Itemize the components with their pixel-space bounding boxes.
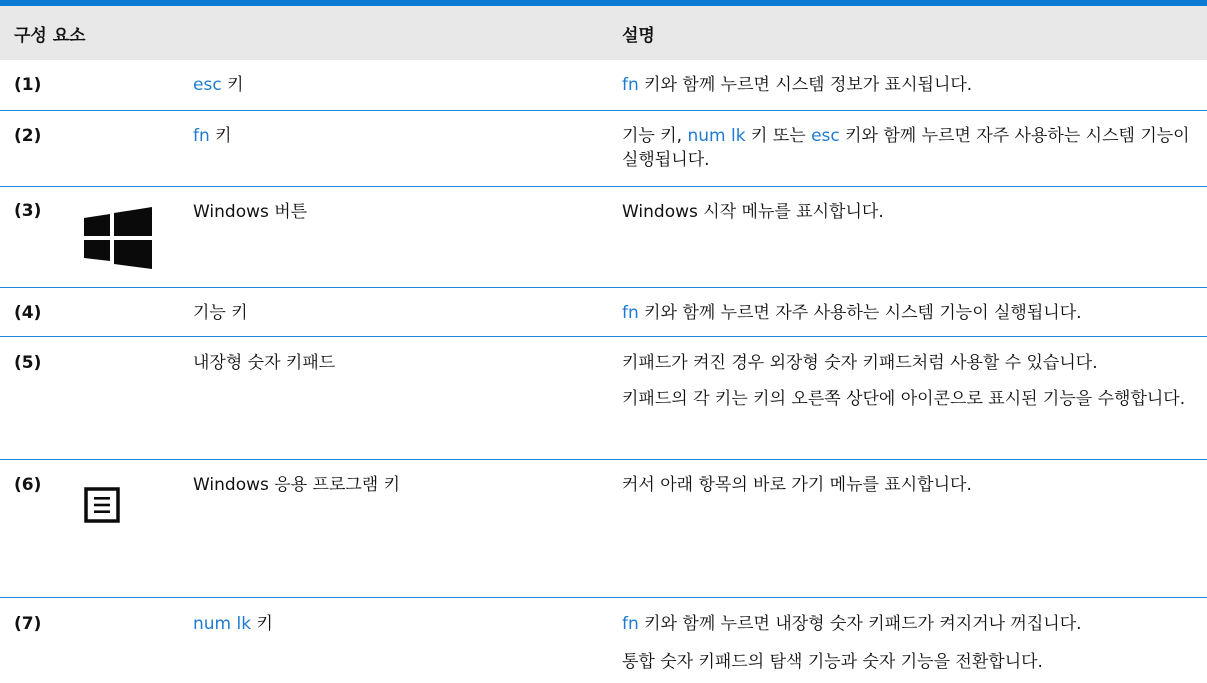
table-row: [0, 460, 1207, 556]
key-name: fn: [622, 303, 639, 323]
description-text: 키 또는: [745, 126, 812, 146]
row-number: (2): [14, 126, 42, 146]
table-row: [0, 187, 1207, 281]
component-description: [622, 612, 1192, 674]
table-header: [0, 6, 1207, 60]
key-name: fn: [622, 75, 639, 95]
description-text: 키와 함께 누르면 자주 사용하는 시스템 기능이 실행됩니다.: [638, 303, 1082, 323]
header-component: 구성 요소: [14, 26, 86, 46]
key-suffix: 키: [221, 75, 244, 95]
component-description: [622, 351, 1192, 411]
row-number: (6): [14, 475, 42, 495]
component-name: Windows 응용 프로그램 키: [193, 475, 401, 495]
component-name: 기능 키: [193, 303, 248, 323]
windows-logo-icon: [82, 206, 154, 274]
key-suffix: 키: [209, 126, 232, 146]
key-name: fn: [622, 614, 639, 634]
component-name: [193, 126, 232, 146]
component-name: [193, 614, 273, 634]
component-description: [622, 124, 1192, 172]
header-description: 설명: [622, 26, 655, 46]
component-description: Windows 시작 메뉴를 표시합니다.: [622, 202, 884, 222]
key-name: esc: [811, 126, 840, 146]
description-paragraph: [622, 612, 1192, 636]
description-text: 키와 함께 누르면 내장형 숫자 키패드가 켜지거나 꺼집니다.: [638, 614, 1082, 634]
table-row: [0, 337, 1207, 453]
description-text: 키와 함께 누르면 자주 사용하는 시스템 기능이 실행됩니다.: [622, 126, 1190, 170]
component-description: [622, 73, 1192, 97]
table-row: [0, 598, 1207, 683]
component-name: Windows 버튼: [193, 202, 308, 222]
description-paragraph: 키패드가 켜진 경우 외장형 숫자 키패드처럼 사용할 수 있습니다.: [622, 353, 1098, 373]
row-number: (7): [14, 614, 42, 634]
key-name: num lk: [687, 126, 746, 146]
component-name: [193, 75, 244, 95]
application-key-icon: [84, 487, 124, 531]
table-row: [0, 111, 1207, 183]
key-name: fn: [193, 126, 210, 146]
component-description: [622, 301, 1192, 325]
key-name: esc: [193, 75, 222, 95]
component-name: 내장형 숫자 키패드: [193, 353, 336, 373]
key-name: num lk: [193, 614, 252, 634]
description-text: 기능 키,: [622, 126, 688, 146]
component-description: 커서 아래 항목의 바로 가기 메뉴를 표시합니다.: [622, 475, 972, 495]
key-suffix: 키: [251, 614, 273, 634]
description-paragraph: 통합 숫자 키패드의 탐색 기능과 숫자 기능을 전환합니다.: [622, 652, 1043, 672]
description-paragraph: 키패드의 각 키는 키의 오른쪽 상단에 아이콘으로 표시된 기능을 수행합니다.: [622, 389, 1186, 409]
row-number: (5): [14, 353, 42, 373]
table-row: [0, 288, 1207, 336]
description-text: 키와 함께 누르면 시스템 정보가 표시됩니다.: [638, 75, 973, 95]
row-number: (4): [14, 303, 42, 323]
table-row: [0, 60, 1207, 110]
row-number: (3): [14, 201, 42, 221]
row-number: (1): [14, 75, 42, 95]
